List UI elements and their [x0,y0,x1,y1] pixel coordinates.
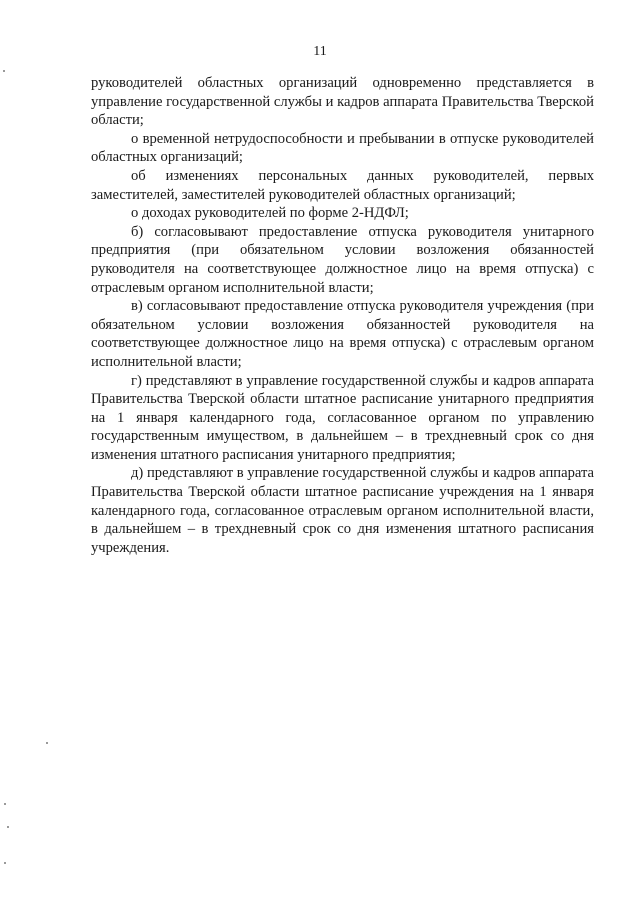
document-body [91,74,594,557]
paragraph-personal-data-changes: об изменениях персональных данных руководителей, первых заместителей, заместителей руководителей областных организаций; [91,167,594,203]
paragraph-g-enterprise-staffing: г) представляют в управление государственной службы и кадров аппарата Правительства Тверской области штатное расписание унитарного предприятия на 1 января календарного года, согласованное органом по управлению государственным имуществом, в дальнейшем – в трехдневный срок со дня изменения штатного расписания унитарного предприятия; [91,372,594,463]
paragraph-b-enterprise-leave: б) согласовывают предоставление отпуска руководителя унитарного предприятия (при обязательном условии возложения обязанностей руководителя на соответствующее должностное лицо на время отпуска) с отраслевым органом исполнительной власти; [91,223,594,296]
paragraph-d-institution-staffing: д) представляют в управление государственной службы и кадров аппарата Правительства Тверской области штатное расписание учреждения на 1 января календарного года, согласованное отраслевым органом исполнительной власти, в дальнейшем – в трехдневный срок со дня изменения штатного расписания учреждения. [91,465,594,556]
scan-mark [7,826,9,828]
scan-mark [3,70,5,72]
scan-mark [4,803,6,805]
paragraph-income-2ndfl: о доходах руководителей по форме 2-НДФЛ; [131,205,409,222]
paragraph-v-institution-leave: в) согласовывают предоставление отпуска руководителя учреждения (при обязательном условии возложения обязанностей руководителя на соответствующее должностное лицо на время отпуска) с отраслевым органом исполнительной власти; [91,298,594,370]
page-number: 11 [313,44,327,59]
paragraph-temporary-disability: о временной нетрудоспособности и пребывании в отпуске руководителей областных организаций; [91,130,594,166]
scan-mark [46,742,48,744]
paragraph-continuation: руководителей областных организаций одновременно представляется в управление государственной службы и кадров аппарата Правительства Тверской области; [91,75,594,129]
scan-mark [4,862,6,864]
